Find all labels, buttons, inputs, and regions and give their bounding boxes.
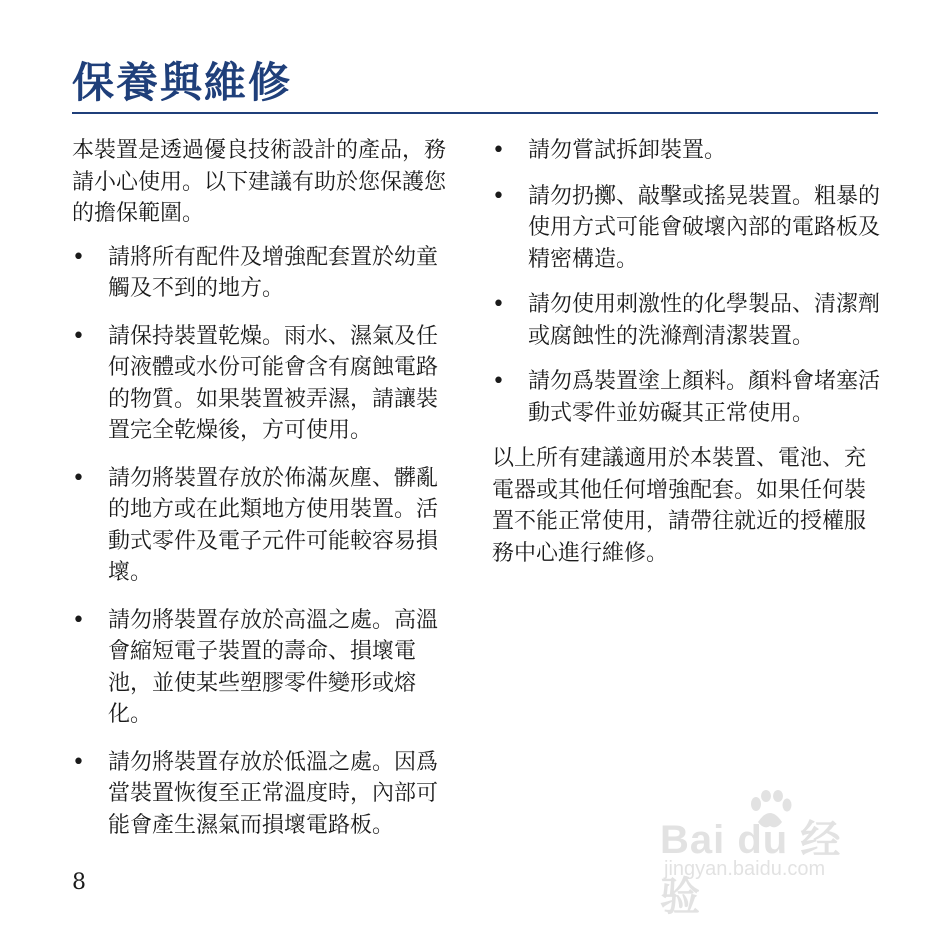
list-item — [492, 289, 882, 352]
list-item — [72, 463, 447, 589]
list-item-text: 請勿將裝置存放於佈滿灰塵、髒亂的地方或在此類地方使用裝置。活動式零件及電子元件可能較容易損壞。 — [108, 465, 439, 585]
bullet-icon: • — [72, 607, 85, 633]
bullet-icon: • — [72, 244, 85, 270]
watermark-url: jingyan.baidu.com — [664, 858, 826, 880]
list-item — [72, 747, 447, 842]
bullet-icon: • — [492, 369, 505, 394]
list-item — [72, 321, 447, 447]
list-item-text: 請勿將裝置存放於高溫之處。高溫會縮短電子裝置的壽命、損壞電池，並使某些塑膠零件變形或熔化。 — [108, 607, 439, 727]
list-item-text: 請勿扔擲、敲擊或搖晃裝置。粗暴的使用方式可能會破壞內部的電路板及精密構造。 — [528, 183, 881, 272]
bullet-icon: • — [72, 323, 85, 349]
intro-paragraph: 本裝置是透過優良技術設計的產品，務請小心使用。以下建議有助於您保護您的擔保範圍。 — [72, 138, 447, 226]
list-item-text: 請勿使用刺激性的化學製品、清潔劑或腐蝕性的洗滌劑清潔裝置。 — [528, 292, 881, 349]
list-item-text: 請保持裝置乾燥。雨水、濕氣及任何液體或水份可能會含有腐蝕電路的物質。如果裝置被弄濕，請讓裝置完全乾燥後，方可使用。 — [108, 323, 439, 443]
list-item — [72, 242, 447, 305]
closing-paragraph: 以上所有建議適用於本裝置、電池、充電器或其他任何增強配套。如果任何裝置不能正常使用，請帶往就近的授權服務中心進行維修。 — [492, 446, 867, 566]
watermark-brand: Bai du 经验 — [660, 818, 842, 919]
list-item — [72, 605, 447, 731]
list-item — [492, 366, 882, 429]
list-item-text: 請勿將裝置存放於低溫之處。因爲當裝置恢復至正常溫度時，內部可能會產生濕氣而損壞電路板。 — [108, 749, 439, 838]
baidu-watermark — [660, 790, 880, 919]
list-item — [492, 135, 882, 167]
right-bullet-list — [492, 135, 882, 429]
bullet-icon: • — [72, 749, 85, 775]
right-column — [492, 135, 882, 581]
bullet-icon: • — [492, 183, 505, 209]
left-column — [72, 135, 447, 857]
list-item — [492, 181, 882, 276]
page-title: 保養與維修 — [72, 58, 293, 107]
list-item-text: 請將所有配件及增強配套置於幼童觸及不到的地方。 — [108, 244, 439, 301]
page-number: 8 — [72, 870, 86, 895]
bullet-icon: • — [492, 138, 505, 163]
left-bullet-list — [72, 242, 447, 842]
title-underline — [72, 112, 878, 114]
bullet-icon: • — [492, 292, 505, 317]
list-item-text: 請勿嘗試拆卸裝置。 — [528, 138, 727, 163]
list-item-text: 請勿爲裝置塗上顏料。顏料會堵塞活動式零件並妨礙其正常使用。 — [528, 369, 881, 426]
bullet-icon: • — [72, 465, 85, 491]
